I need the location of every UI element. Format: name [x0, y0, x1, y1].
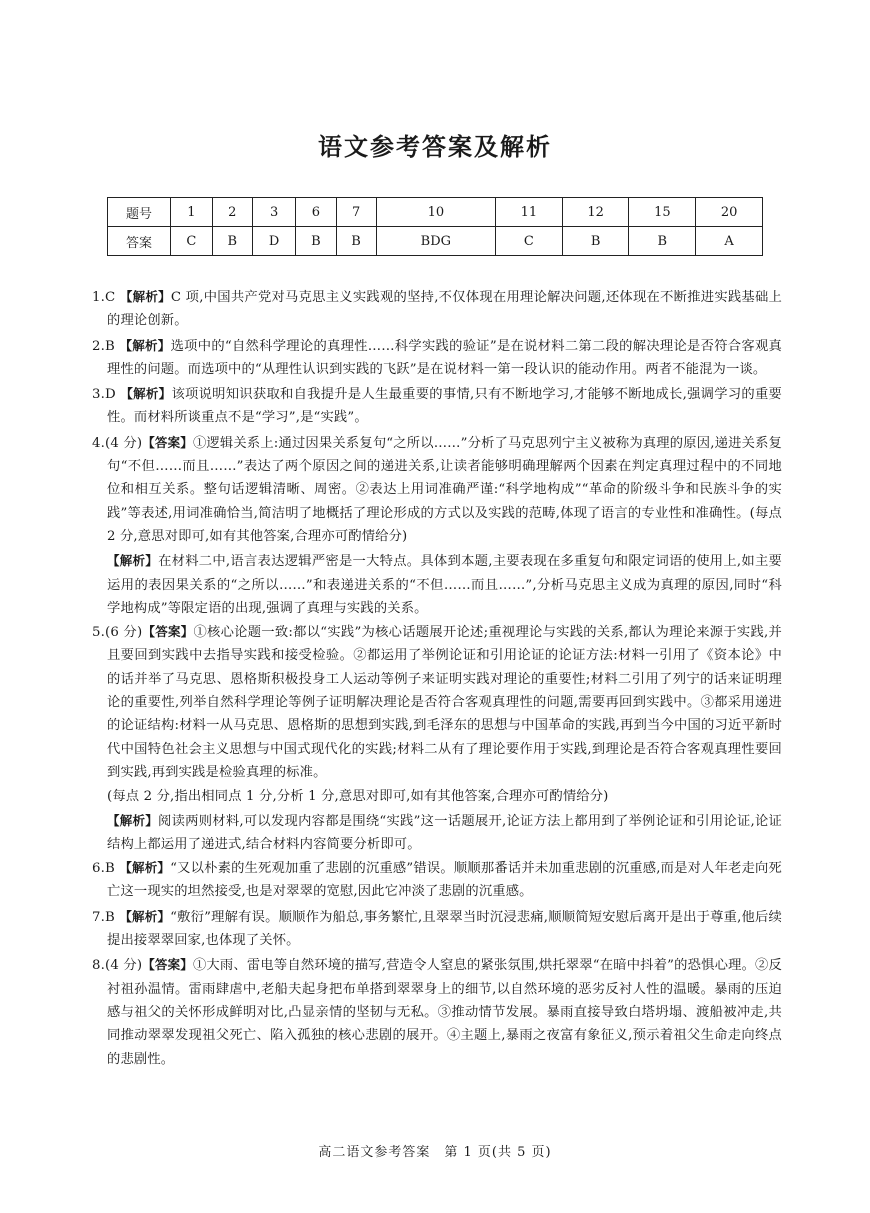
page-footer: 高二语文参考答案 第 1 页(共 5 页): [318, 1145, 552, 1160]
answer-item-3: [92, 382, 782, 430]
answer-item-8: [92, 953, 782, 1070]
item-tag: 【解析】: [120, 386, 172, 402]
table-cell: B: [296, 227, 336, 256]
item-text: ①核心论题一致:都以“实践”为核心话题展开论述;重视理论与实践的关系,都认为理论来源于实践,并且要回到实践中去指导实践和接受检验。②都运用了举例论证和引用论证的论证方法:材料一引用了《资本论》中的话并举了马克思、恩格斯积极投身工人运动等例子来证明实践对理论的重要性;材料二引用了列宁的话来证明理论的重要性,列举自然科学理论等例子证明解决理论是否符合客观真理性的问题,需要再回到实践中。③都采用递进的论证结构:材料一从马克思、恩格斯的思想到实践,到毛泽东的思想与中国革命的实践,再到当今中国的习近平新时代中国特色社会主义思想与中国式现代化的实践;材料二从有了理论要作用于实践,到理论是否符合客观真理性要回到实践,再到实践是检验真理的标准。: [107, 625, 782, 780]
item-tag: 【解析】: [119, 337, 171, 353]
item-prefix: 5.(6 分): [92, 625, 143, 641]
table-cell: 11: [496, 198, 563, 227]
answer-item-6: [92, 856, 782, 904]
table-cell: B: [562, 227, 629, 256]
table-cell: B: [212, 227, 252, 256]
item-prefix: 4.(4 分): [92, 435, 143, 451]
table-cell: C: [496, 227, 563, 256]
answer-item-4-analysis: [92, 549, 782, 620]
item-text: “又以朴素的生死观加重了悲剧的沉重感”错误。顺顺那番话并未加重悲剧的沉重感,而是对人年老走向死亡这一现实的坦然接受,也是对翠翠的宽慰,因此它冲淡了悲剧的沉重感。: [107, 861, 782, 900]
item-text: ①逻辑关系上:通过因果关系复句“之所以……”分析了马克思列宁主义被称为真理的原因,递进关系复句“不但……而且……”表达了两个原因之间的递进关系,让读者能够明确理解两个因素在判定真理过程中的不同地位和相互关系。整句话逻辑清晰、周密。②表达上用词准确严谨:“科学地构成”“革命的阶级斗争和民族斗争的实践”等表述,用词准确恰当,简洁明了地概括了理论形成的方式以及实践的范畴,体现了语言的专业性和准确性。(每点 2 分,意思对即可,如有其他答案,合理亦可酌情给分): [107, 435, 782, 544]
answer-item-5-scoring: [92, 785, 782, 808]
item-text: “敷衍”理解有误。顺顺作为船总,事务繁忙,且翠翠当时沉浸悲痛,顺顺简短安慰后离开是出于尊重,他后续提出接翠翠回家,也体现了关怀。: [107, 909, 782, 949]
item-prefix: 6.B: [92, 861, 115, 877]
item-tag: 【解析】: [107, 812, 159, 828]
item-tag: 【解析】: [107, 553, 159, 569]
table-cell: 12: [562, 198, 629, 227]
answer-item-5-analysis: [92, 809, 782, 857]
item-tag: 【解析】: [119, 908, 171, 924]
item-prefix: 3.D: [92, 387, 116, 403]
answer-item-1: [92, 285, 782, 333]
table-cell: 7: [336, 198, 376, 227]
answer-table: [107, 197, 763, 256]
table-cell: 10: [376, 198, 495, 227]
item-text: C 项,中国共产党对马克思主义实践观的坚持,不仅体现在用理论解决问题,还体现在不断推进实践基础上的理论创新。: [107, 290, 782, 329]
question-number-row: [108, 198, 763, 227]
item-text: ①大雨、雷电等自然环境的描写,营造令人窒息的紧张氛围,烘托翠翠“在暗中抖着”的恐惧心理。②反衬祖孙温情。雷雨肆虐中,老船夫起身把布单搭到翠翠身上的细节,以自然环境的恶劣反衬人性的温暖。暴雨的压迫感与祖父的关怀形成鲜明对比,凸显亲情的坚韧与无私。③推动情节发展。暴雨直接导致白塔坍塌、渡船被冲走,共同推动翠翠发现祖父死亡、陷入孤独的核心悲剧的展开。④主题上,暴雨之夜富有象征义,预示着祖父生命走向终点的悲剧性。: [107, 958, 782, 1067]
item-text: 该项说明知识获取和自我提升是人生最重要的事情,只有不断地学习,才能够不断地成长,强调学习的重要性。而材料所谈重点不是“学习”,是“实践”。: [107, 387, 782, 426]
row-header-number: 题号: [108, 198, 171, 227]
item-prefix: 2.B: [92, 338, 115, 354]
answer-item-2: [92, 334, 782, 382]
answer-item-7: [92, 905, 782, 953]
item-text: (每点 2 分,指出相同点 1 分,分析 1 分,意思对即可,如有其他答案,合理亦可酌情给分): [107, 789, 609, 805]
item-tag: 【解析】: [119, 289, 171, 304]
answer-row: [108, 227, 763, 256]
answer-item-4: [92, 431, 782, 548]
row-header-answer: 答案: [108, 227, 171, 256]
item-text: 选项中的“自然科学理论的真理性……科学实践的验证”是在说材料二第二段的解决理论是否符合客观真理性的问题。而选项中的“从理性认识到实践的飞跃”是在说材料一第一段认识的能动作用。两者不能混为一谈。: [107, 338, 782, 377]
answer-item-5: [92, 620, 782, 784]
table-cell: A: [696, 227, 763, 256]
table-cell: BDG: [376, 227, 495, 256]
table-cell: 15: [629, 198, 696, 227]
table-cell: B: [336, 227, 376, 256]
table-cell: D: [252, 227, 296, 256]
item-tag: 【答案】: [142, 957, 193, 973]
table-cell: 2: [212, 198, 252, 227]
table-cell: 3: [252, 198, 296, 227]
item-prefix: 1.C: [92, 290, 116, 305]
table-cell: 6: [296, 198, 336, 227]
item-prefix: 8.(4 分): [92, 958, 143, 974]
item-text: 在材料二中,语言表达逻辑严密是一大特点。具体到本题,主要表现在多重复句和限定词语的使用上,如主要运用的表因果关系的“之所以……”和表递进关系的“不但……而且……”,分析马克思主义成为真理的原因,同时“科学地构成”等限定语的出现,强调了真理与实践的关系。: [107, 554, 782, 616]
item-tag: 【答案】: [142, 434, 193, 450]
page-title: 语文参考答案及解析: [318, 133, 552, 161]
item-tag: 【解析】: [119, 860, 171, 876]
answer-explanations: [92, 285, 782, 1072]
item-tag: 【答案】: [142, 624, 194, 640]
table-cell: 1: [171, 198, 213, 227]
item-prefix: 7.B: [92, 909, 115, 925]
table-cell: C: [171, 227, 213, 256]
item-text: 阅读两则材料,可以发现内容都是围绕“实践”这一话题展开,论证方法上都用到了举例论证和引用论证,论证结构上都运用了递进式,结合材料内容简要分析即可。: [107, 813, 782, 852]
table-cell: 20: [696, 198, 763, 227]
table-cell: B: [629, 227, 696, 256]
